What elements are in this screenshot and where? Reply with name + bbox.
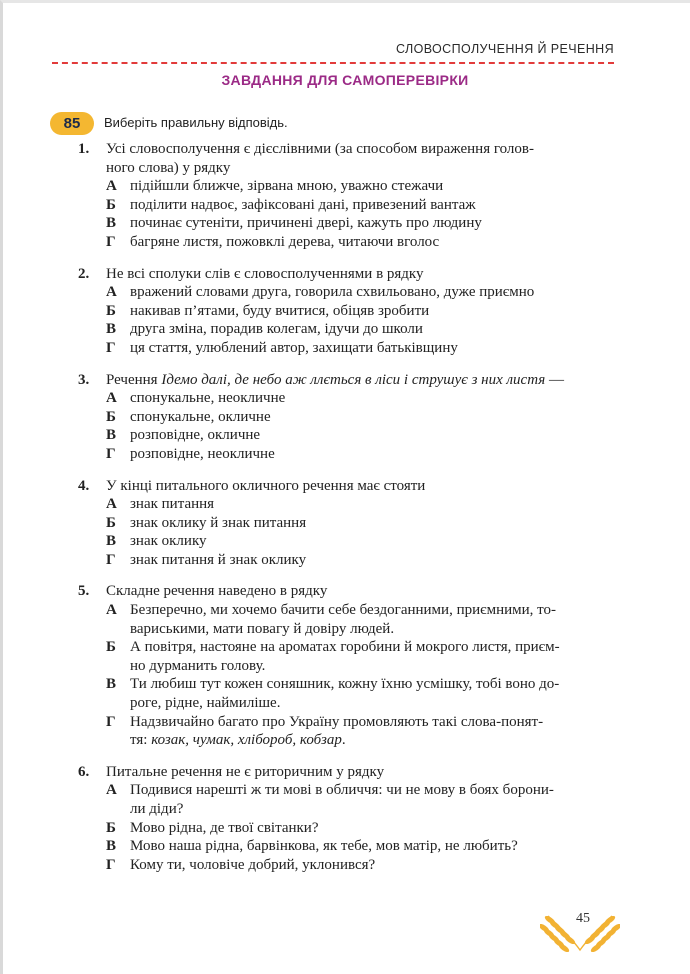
answer-option [106, 781, 618, 818]
option-letter: А [106, 390, 117, 407]
option-text-line: підійшли ближче, зірвана мною, уважно стежачи [130, 178, 444, 195]
answer-option [106, 445, 618, 464]
option-text-line: поділити надвоє, зафіксовані дані, привезений вантаж [130, 196, 476, 213]
question-6 [78, 763, 618, 875]
option-text-line: накивав п’ятами, буду вчитися, обіцяв зробити [130, 302, 430, 319]
quoted-sentence: Ідемо далі, де небо аж ллється в ліси і струшує з них листя [161, 371, 546, 388]
question-text-line: Питальне речення не є риторичним у рядку [106, 763, 385, 780]
exercise-number-badge: 85 [50, 112, 94, 135]
answer-option [106, 514, 618, 533]
option-letter: Г [106, 339, 116, 356]
answer-option [106, 713, 618, 750]
question-text-line: ного слова) у рядку [106, 159, 231, 176]
option-letter: Б [106, 302, 116, 319]
answer-option [106, 601, 618, 638]
option-letter: Б [106, 196, 116, 213]
option-text-line: знак питання [130, 496, 215, 513]
option-letter: А [106, 284, 117, 301]
question-text-line [106, 371, 618, 390]
answer-option [106, 532, 618, 551]
answer-option [106, 495, 618, 514]
option-letter: Б [106, 639, 116, 656]
option-letter: А [106, 602, 117, 619]
answer-option [106, 408, 618, 427]
answer-option [106, 675, 618, 712]
option-text-line: знак оклику й знак питання [130, 514, 307, 531]
option-letter: Г [106, 713, 116, 730]
option-text-line [130, 731, 618, 750]
option-text-line: багряне листя, пожовклі дерева, читаючи вголос [130, 233, 440, 250]
answer-option [106, 196, 618, 215]
option-letter: В [106, 676, 117, 693]
option-letter: А [106, 178, 117, 195]
option-text-line: ли діди? [130, 801, 184, 817]
option-letter: В [106, 427, 117, 444]
question-text-line: Усі словосполучення є дієслівними (за способом вираження голов- [106, 141, 534, 157]
answer-option [106, 551, 618, 570]
running-title: СЛОВОСПОЛУЧЕННЯ Й РЕЧЕННЯ [395, 42, 614, 56]
question-number: 2. [78, 265, 90, 282]
question-text-line: У кінці питального окличного речення має стояти [106, 477, 426, 494]
question-2 [78, 265, 618, 358]
question-text-line: Складне речення наведено в рядку [106, 583, 328, 600]
question-tail: — [545, 371, 564, 388]
option-text-line: вариськими, мати повагу й довіру людей. [130, 620, 395, 637]
option-text-line: ця стаття, улюблений автор, захищати батьківщину [130, 339, 458, 356]
option-text-line: Безперечно, ми хочемо бачити себе бездоганними, приємними, то- [130, 602, 556, 619]
exercise-instruction: Виберіть правильну відповідь. [104, 115, 288, 130]
option-text-line: Мово наша рідна, барвінкова, як тебе, мов матір, не любить? [130, 838, 518, 855]
answer-option [106, 283, 618, 302]
option-text-line: Подивися нарешті ж ти мові в обличчя: чи не мову в боях борони- [130, 782, 554, 799]
option-text-line: спонукальне, неокличне [130, 390, 286, 407]
option-letter: Г [106, 551, 116, 568]
option-text-line: починає сутеніти, причинені двері, кажуть про людину [130, 215, 482, 232]
answer-option [106, 389, 618, 408]
option-text-line: знак питання й знак оклику [130, 551, 307, 568]
option-letter: Б [106, 514, 116, 531]
question-lead: Речення [106, 371, 162, 388]
option-letter: В [106, 838, 117, 855]
option-text-line: розповідне, окличне [130, 427, 261, 444]
option-letter: Б [106, 819, 116, 836]
option-letter: В [106, 533, 117, 550]
answer-option [106, 302, 618, 321]
answer-option [106, 638, 618, 675]
answer-option [106, 856, 618, 875]
answer-option [106, 426, 618, 445]
option-tail-prefix: тя: [130, 732, 152, 749]
option-text-line: Кому ти, чоловіче добрий, уклонився? [130, 856, 376, 873]
question-number: 4. [78, 477, 90, 494]
option-text-line: Мово рідна, де твої світанки? [130, 819, 319, 836]
question-text-line: Не всі сполуки слів є словосполученнями в рядку [106, 265, 424, 282]
option-text-line: Ти любиш тут кожен соняшник, кожну їхню усмішку, тобі воно до- [130, 676, 560, 693]
option-letter: В [106, 321, 117, 338]
answer-option [106, 233, 618, 252]
option-tail-suffix: . [341, 732, 346, 749]
option-text-line: Надзвичайно багато про Україну промовляють такі слова-понят- [130, 713, 544, 730]
question-5 [78, 582, 618, 749]
section-title: ЗАВДАННЯ ДЛЯ САМОПЕРЕВІРКИ [221, 72, 469, 88]
option-text-line: друга зміна, порадив колегам, ідучи до школи [130, 321, 423, 338]
answer-option [106, 177, 618, 196]
option-text-line: знак оклику [130, 533, 207, 550]
question-number: 3. [78, 371, 90, 388]
answer-option [106, 339, 618, 358]
question-number: 5. [78, 583, 90, 600]
question-number: 1. [78, 141, 90, 157]
option-example-words: козак, чумак, хлібороб, кобзар [151, 732, 342, 749]
header-rule [52, 62, 614, 64]
question-4 [78, 477, 618, 570]
option-letter: В [106, 215, 117, 232]
option-text-line: роге, рідне, наймиліше. [130, 695, 281, 712]
option-letter: Г [106, 233, 116, 250]
option-letter: Г [106, 856, 116, 873]
option-letter: Б [106, 408, 116, 425]
option-letter: А [106, 782, 117, 799]
question-list [78, 140, 618, 874]
question-1 [78, 140, 618, 252]
answer-option [106, 837, 618, 856]
option-text-line: розповідне, неокличне [130, 445, 275, 462]
answer-option [106, 214, 618, 233]
option-text-line: А повітря, настояне на ароматах горобини й мокрого листя, приєм- [130, 639, 560, 656]
question-number: 6. [78, 763, 90, 780]
question-3 [78, 371, 618, 464]
answer-option [106, 819, 618, 838]
answer-option [106, 320, 618, 339]
option-letter: Г [106, 445, 116, 462]
option-text-line: вражений словами друга, говорила схвильовано, дуже приємно [130, 284, 535, 301]
option-text-line: спонукальне, окличне [130, 408, 271, 425]
page-number: 45 [576, 911, 590, 926]
option-letter: А [106, 496, 117, 513]
option-text-line: но дурманить голову. [130, 657, 266, 674]
